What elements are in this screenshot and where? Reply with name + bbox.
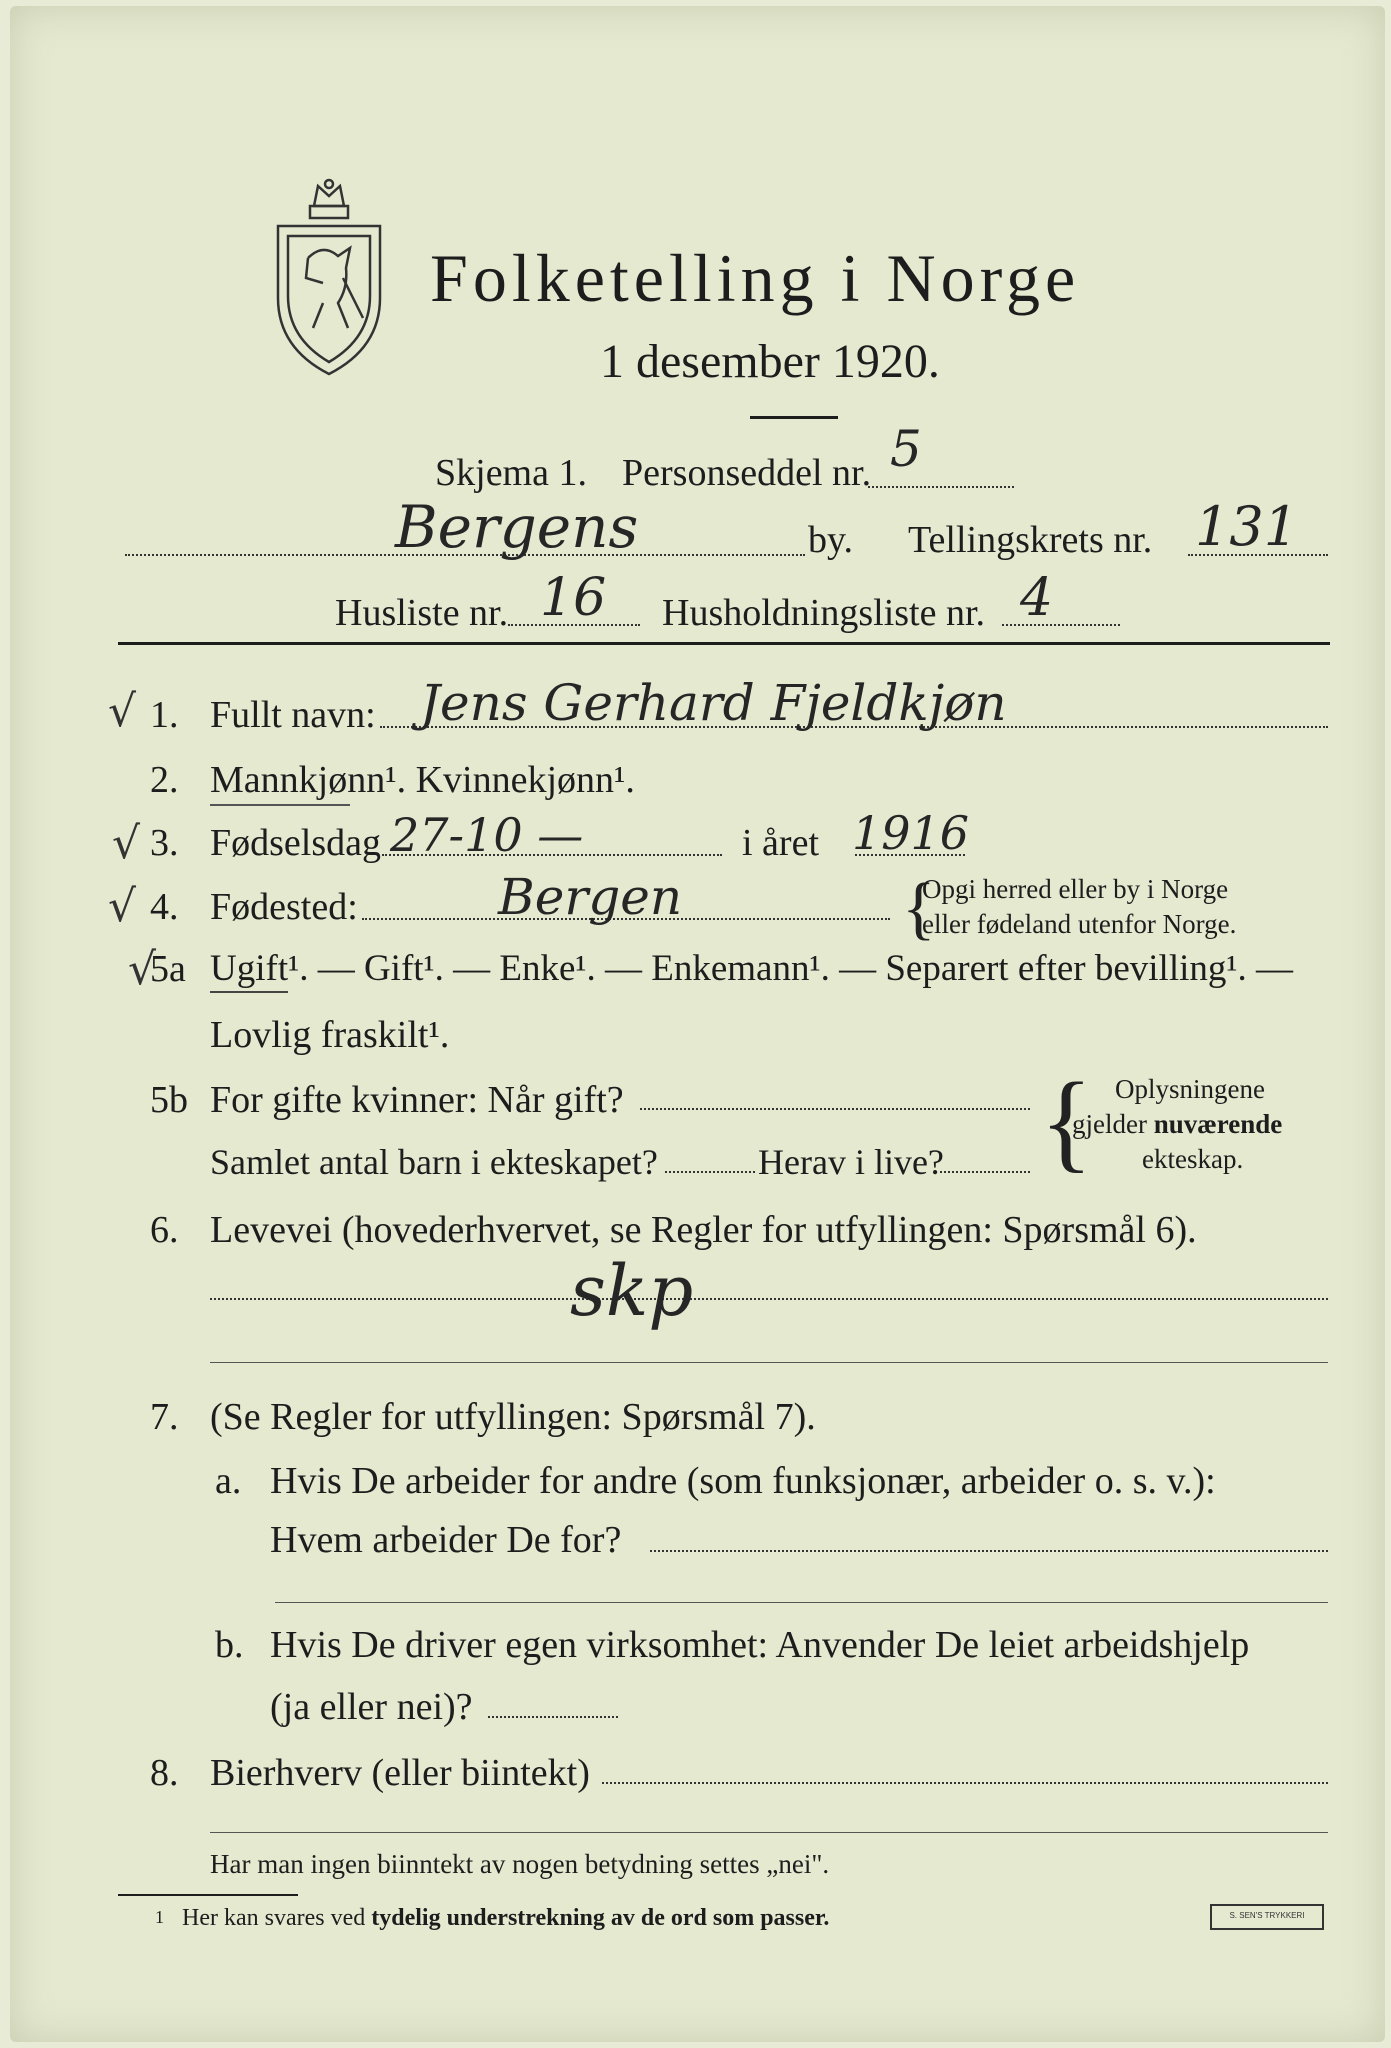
q7a-question: Hvem arbeider De for?	[270, 1519, 622, 1561]
form-date: 1 desember 1920.	[600, 335, 940, 388]
by-value: Bergens	[395, 493, 639, 561]
q3-label: Fødselsdag	[210, 822, 381, 864]
q2-number: 2.	[150, 759, 179, 801]
q7a-field-2	[275, 1602, 1328, 1603]
q2-underline-mannkjonn	[210, 804, 350, 806]
q1-number: 1.	[150, 694, 179, 736]
skjema-label: Skjema 1.	[435, 452, 587, 494]
q5b-ilive-label: Herav i live?	[758, 1142, 944, 1182]
q5b-barn-field	[665, 1171, 755, 1173]
footnote-rule	[118, 1894, 298, 1896]
q7a-letter: a.	[215, 1460, 242, 1502]
q6-value: skp	[570, 1250, 694, 1332]
coat-of-arms-icon	[268, 178, 390, 378]
personseddel-value: 5	[890, 420, 922, 478]
census-form	[10, 6, 1385, 2042]
q6-number: 6.	[150, 1209, 179, 1251]
q8-note: Har man ingen biinntekt av nogen betydning settes „nei".	[210, 1849, 830, 1879]
q4-note-line1: Opgi herred eller by i Norge	[922, 874, 1229, 904]
q7b-letter: b.	[215, 1624, 244, 1666]
q6-field-1	[210, 1298, 1328, 1300]
q7a-text: Hvis De arbeider for andre (som funksjonær, arbeider o. s. v.):	[270, 1460, 1216, 1502]
q5b-ilive-field	[940, 1171, 1030, 1173]
q7b-question: (ja eller nei)?	[270, 1686, 473, 1728]
q5b-note-line2: gjelder nuværende	[1072, 1109, 1283, 1139]
q5a-options-line2: Lovlig fraskilt¹.	[210, 1014, 450, 1056]
tellingskrets-value: 131	[1195, 495, 1299, 558]
husliste-value: 16	[540, 568, 607, 628]
q8-field-2	[210, 1832, 1328, 1833]
q8-label: Bierhverv (eller biintekt)	[210, 1752, 590, 1794]
header-rule	[118, 642, 1330, 645]
q8-number: 8.	[150, 1752, 179, 1794]
check-mark-3: √	[112, 818, 141, 869]
q4-number: 4.	[150, 886, 179, 928]
q4-value: Bergen	[498, 868, 683, 926]
personseddel-label: Personseddel nr.	[622, 452, 872, 494]
q1-label: Fullt navn:	[210, 694, 376, 736]
q5a-number: 5a	[150, 948, 186, 990]
q5b-label: For gifte kvinner: Når gift?	[210, 1079, 624, 1121]
footnote-text: Her kan svares ved tydelig understrekning av de ord som passer.	[182, 1905, 830, 1931]
q5b-barn-label: Samlet antal barn i ekteskapet?	[210, 1142, 658, 1182]
printer-stamp: S. SEN'S TRYKKERI	[1210, 1904, 1324, 1930]
personseddel-field	[868, 486, 1014, 488]
q4-label: Fødested:	[210, 886, 358, 928]
check-mark-5a: √	[128, 944, 157, 995]
q5b-gift-field	[640, 1108, 1030, 1110]
q7-number: 7.	[150, 1396, 179, 1438]
q2-label: Mannkjønn¹. Kvinnekjønn¹.	[210, 759, 635, 801]
title-divider	[750, 416, 838, 419]
form-title: Folketelling i Norge	[430, 240, 1081, 316]
q6-field-2	[210, 1362, 1328, 1363]
q3-year-value: 1916	[852, 806, 970, 860]
q8-field-1	[602, 1782, 1328, 1784]
tellingskrets-label: Tellingskrets nr.	[908, 519, 1153, 561]
husholdningsliste-value: 4	[1020, 568, 1054, 628]
husholdningsliste-label: Husholdningsliste nr.	[662, 592, 986, 634]
q1-value: Jens Gerhard Fjeldkjøn	[420, 674, 1007, 732]
q6-label: Levevei (hovederhvervet, se Regler for utfyllingen: Spørsmål 6).	[210, 1209, 1197, 1251]
q5b-number: 5b	[150, 1079, 188, 1121]
q3-number: 3.	[150, 822, 179, 864]
check-mark-1: √	[108, 686, 137, 737]
q7-label: (Se Regler for utfyllingen: Spørsmål 7).	[210, 1396, 816, 1438]
by-label: by.	[808, 519, 854, 561]
q3-year-label: i året	[742, 822, 820, 864]
q4-brace: {	[902, 870, 936, 947]
q5a-underline-ugift	[210, 991, 288, 993]
q7b-field	[488, 1716, 618, 1718]
q7b-text: Hvis De driver egen virksomhet: Anvender De leiet arbeidshjelp	[270, 1624, 1250, 1666]
q7a-field-1	[650, 1550, 1328, 1552]
q5b-note-line3: ekteskap.	[1142, 1144, 1244, 1174]
q5a-options: Ugift¹. — Gift¹. — Enke¹. — Enkemann¹. — Separert efter bevilling¹. —	[210, 948, 1293, 989]
q4-note-line2: eller fødeland utenfor Norge.	[922, 909, 1237, 939]
q5b-note-line1: Oplysningene	[1115, 1074, 1265, 1104]
check-mark-4: √	[108, 881, 137, 932]
q3-value: 27-10 —	[390, 808, 584, 862]
footnote-mark: 1	[155, 1907, 164, 1927]
q5b-brace: {	[1040, 1060, 1093, 1182]
husliste-label: Husliste nr.	[335, 592, 509, 634]
